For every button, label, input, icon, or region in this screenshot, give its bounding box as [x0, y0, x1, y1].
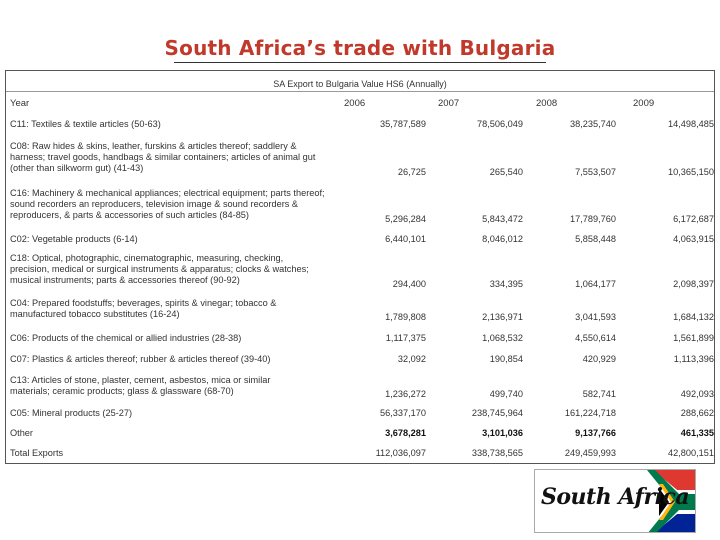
header-year: Year: [10, 98, 30, 109]
header-2007: 2007: [438, 98, 460, 109]
value-2007: 499,740: [489, 389, 523, 399]
value-2009: 10,365,150: [668, 167, 714, 177]
value-2008: 4,550,614: [575, 333, 616, 343]
row-label: Other: [10, 428, 33, 438]
value-2008: 38,235,740: [570, 119, 616, 129]
value-2008: 7,553,507: [575, 167, 616, 177]
row-label: C02: Vegetable products (6-14): [10, 234, 138, 244]
value-2006: 56,337,170: [380, 408, 426, 418]
value-2008: 582,741: [582, 389, 616, 399]
header-2006: 2006: [344, 98, 366, 109]
value-2006: 35,787,589: [380, 119, 426, 129]
row-label: C16: Machinery & mechanical appliances; electrical equipment; parts thereof; sound recorders an reproducers, television image & sound recorders & reproducers, & parts & accessories of such articles (84-85): [10, 188, 325, 220]
page-title: South Africa’s trade with Bulgaria: [164, 36, 556, 60]
header-2009: 2009: [633, 98, 655, 109]
value-2006: 3,678,281: [385, 428, 426, 438]
value-2007: 334,395: [489, 279, 523, 289]
value-2006: 26,725: [397, 167, 426, 177]
row-label: C04: Prepared foodstuffs; beverages, spirits & vinegar; tobacco & manufactured tobacco substitutes (16-24): [10, 298, 277, 319]
row-label: C05: Mineral products (25-27): [10, 408, 133, 418]
row-label: C11: Textiles & textile articles (50-63): [10, 119, 161, 129]
value-2006: 294,400: [392, 279, 426, 289]
value-2009: 2,098,397: [673, 279, 714, 289]
value-2007: 265,540: [489, 167, 523, 177]
value-2007: 5,843,472: [482, 214, 523, 224]
value-2008: 249,459,993: [564, 448, 616, 458]
title-underline: [174, 62, 546, 63]
south-africa-logo: [534, 469, 696, 533]
row-label: C06: Products of the chemical or allied industries (28-38): [10, 333, 242, 343]
row-label: C07: Plastics & articles thereof; rubber & articles thereof (39-40): [10, 354, 271, 364]
row-label: C08: Raw hides & skins, leather, furskins & articles thereof; saddlery & harness; travel goods, handbags & similar containers; articles of animal gut (other than silkworm gut) (41-43): [10, 141, 316, 173]
row-label: C18: Optical, photographic, cinematographic, measuring, checking, precision, medical or surgical instruments & apparatus; clocks & watches; musical instruments; parts & accessories thereof (90-92): [10, 253, 309, 285]
value-2009: 1,684,132: [673, 312, 714, 322]
export-table: [5, 70, 715, 464]
value-2009: 1,561,899: [673, 333, 714, 343]
value-2009: 14,498,485: [668, 119, 714, 129]
value-2007: 1,068,532: [482, 333, 523, 343]
value-2006: 1,117,375: [385, 333, 426, 343]
header-2008: 2008: [536, 98, 558, 109]
value-2007: 238,745,964: [471, 408, 523, 418]
value-2007: 338,738,565: [471, 448, 523, 458]
value-2006: 1,789,808: [385, 312, 426, 322]
value-2009: 6,172,687: [673, 214, 714, 224]
value-2006: 5,296,284: [385, 214, 426, 224]
value-2007: 8,046,012: [482, 234, 523, 244]
value-2009: 492,093: [680, 389, 714, 399]
value-2009: 42,800,151: [668, 448, 714, 458]
table-caption: SA Export to Bulgaria Value HS6 (Annually): [273, 79, 447, 89]
value-2008: 1,064,177: [575, 279, 616, 289]
value-2006: 1,236,272: [385, 389, 426, 399]
value-2007: 78,506,049: [477, 119, 523, 129]
row-label: C13: Articles of stone, plaster, cement, asbestos, mica or similar materials; ceramic products; glass & glassware (68-70): [10, 375, 271, 396]
value-2008: 5,858,448: [575, 234, 616, 244]
value-2009: 461,335: [680, 428, 714, 438]
value-2009: 288,662: [680, 408, 714, 418]
row-label: Total Exports: [10, 448, 64, 458]
value-2008: 3,041,593: [575, 312, 616, 322]
value-2009: 4,063,915: [673, 234, 714, 244]
value-2009: 1,113,396: [673, 354, 714, 364]
value-2008: 420,929: [582, 354, 616, 364]
logo-text: South Africa: [541, 484, 690, 510]
caption-divider: [6, 91, 714, 92]
value-2006: 6,440,101: [385, 234, 426, 244]
value-2008: 161,224,718: [564, 408, 616, 418]
value-2007: 190,854: [489, 354, 523, 364]
value-2006: 112,036,097: [375, 448, 426, 458]
value-2008: 9,137,766: [575, 428, 616, 438]
value-2006: 32,092: [397, 354, 426, 364]
value-2007: 2,136,971: [482, 312, 523, 322]
value-2007: 3,101,036: [482, 428, 523, 438]
value-2008: 17,789,760: [570, 214, 616, 224]
